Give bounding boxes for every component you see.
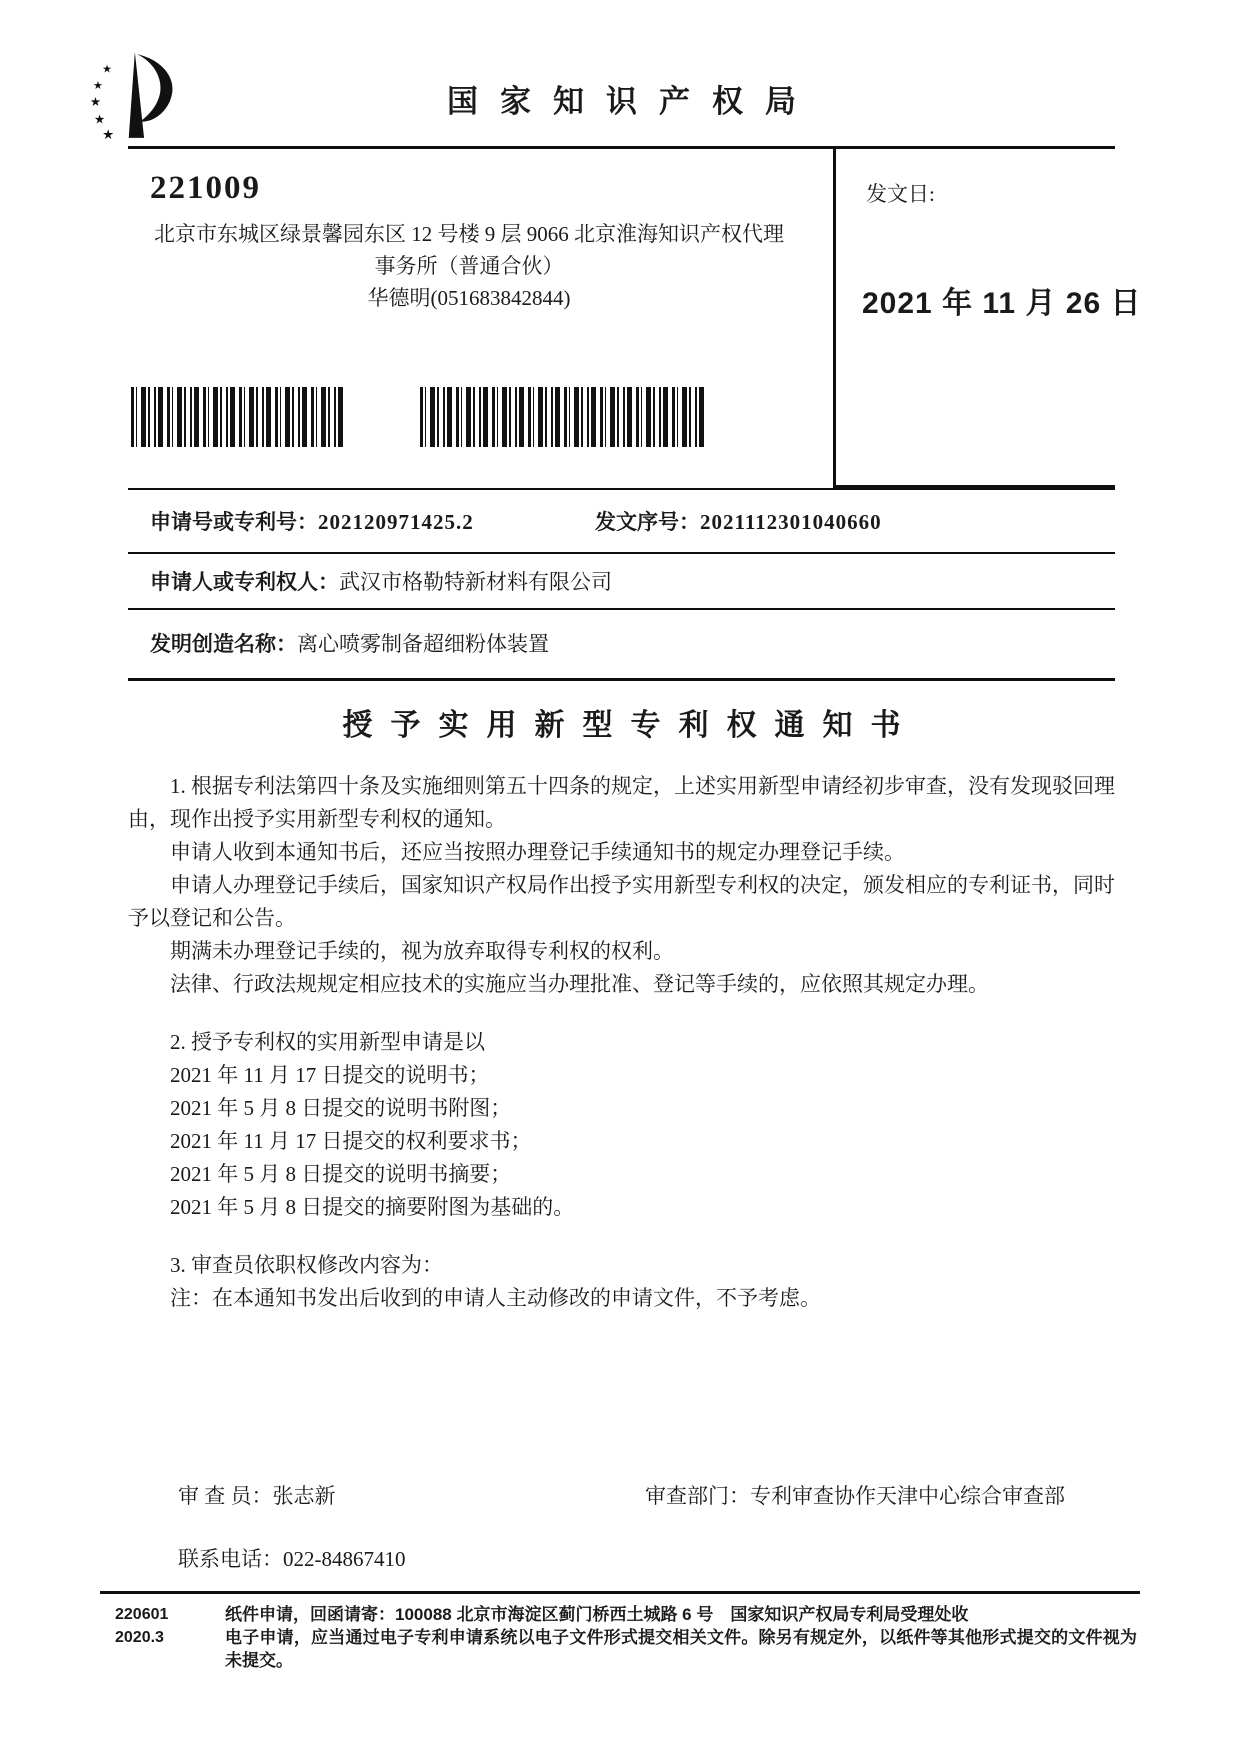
department-field bbox=[645, 1480, 1065, 1510]
row-divider bbox=[128, 608, 1115, 610]
phone-label: 联系电话： bbox=[178, 1547, 283, 1571]
recipient-postcode: 221009 bbox=[150, 170, 261, 206]
footer-version: 2020.3 bbox=[115, 1629, 164, 1646]
notice-paragraph: 2021 年 11 月 17 日提交的权利要求书； bbox=[170, 1129, 532, 1153]
notice-paragraph: 申请人收到本通知书后，还应当按照办理登记手续通知书的规定办理登记手续。 bbox=[170, 840, 905, 864]
section-gap bbox=[128, 1001, 1115, 1026]
notice-paragraph: 2. 授予专利权的实用新型申请是以 bbox=[170, 1030, 485, 1054]
svg-text:★: ★ bbox=[102, 63, 113, 76]
department-value: 专利审查协作天津中心综合审查部 bbox=[750, 1484, 1065, 1508]
row-divider bbox=[128, 552, 1115, 554]
notice-paragraph: 法律、行政法规规定相应技术的实施应当办理批准、登记等手续的，应依照其规定办理。 bbox=[170, 972, 989, 996]
dispatch-date: 2021 年 11 月 26 日 bbox=[862, 287, 1142, 320]
notice-paragraph: 期满未办理登记手续的，视为放弃取得专利权的权利。 bbox=[170, 939, 674, 963]
invention-name-field bbox=[150, 628, 549, 658]
notice-paragraph: 2021 年 5 月 8 日提交的摘要附图为基础的。 bbox=[170, 1195, 575, 1219]
svg-text:★: ★ bbox=[92, 79, 104, 92]
department-label: 审查部门： bbox=[645, 1484, 750, 1508]
dispatch-date-label: 发文日: bbox=[866, 182, 935, 206]
footer-note-paper: 纸件申请，回函请寄：100088 北京市海淀区蓟门桥西土城路 6 号 国家知识产权局专利局受理处收 bbox=[225, 1605, 969, 1624]
examiner-label: 审 查 员： bbox=[178, 1484, 273, 1508]
notice-paragraph: 3. 审查员依职权修改内容为： bbox=[170, 1253, 443, 1277]
notice-paragraph: 2021 年 11 月 17 日提交的说明书； bbox=[170, 1063, 490, 1087]
phone-field bbox=[178, 1543, 406, 1573]
svg-text:★: ★ bbox=[89, 95, 101, 110]
serial-number-field bbox=[595, 506, 882, 536]
footer-notes bbox=[225, 1603, 1137, 1672]
application-number-value: 202120971425.2 bbox=[318, 510, 474, 534]
application-number-label: 申请号或专利号： bbox=[150, 510, 318, 534]
recipient-address-line2: 事务所（普通合伙） bbox=[374, 254, 564, 278]
section-gap bbox=[128, 1224, 1115, 1249]
recipient-address-line1: 北京市东城区绿景馨园东区 12 号楼 9 层 9066 北京淮海知识产权代理 bbox=[154, 222, 784, 246]
barcode-right bbox=[420, 387, 704, 447]
examiner-name: 张志新 bbox=[272, 1484, 336, 1508]
notice-title: 授予实用新型专利权通知书 bbox=[342, 709, 919, 742]
footer-form-code: 220601 bbox=[115, 1606, 169, 1623]
examiner-field bbox=[178, 1480, 336, 1510]
row-divider bbox=[128, 678, 1115, 681]
notice-paragraph: 2021 年 5 月 8 日提交的说明书摘要； bbox=[170, 1162, 512, 1186]
applicant-field bbox=[150, 566, 612, 596]
footer-rule bbox=[100, 1591, 1140, 1594]
row-divider bbox=[128, 488, 1115, 490]
applicant-value: 武汉市格勒特新材料有限公司 bbox=[339, 570, 612, 594]
invention-name-value: 离心喷雾制备超细粉体装置 bbox=[297, 632, 549, 656]
svg-text:★: ★ bbox=[102, 126, 115, 142]
notice-paragraph: 2021 年 5 月 8 日提交的说明书附图； bbox=[170, 1096, 512, 1120]
agency-title: 国家知识产权局 bbox=[447, 84, 818, 119]
notice-paragraph: 1. 根据专利法第四十条及实施细则第五十四条的规定，上述实用新型申请经初步审查，没有发现驳回理由，现作出授予实用新型专利权的通知。 bbox=[128, 774, 1115, 831]
date-box-divider bbox=[833, 146, 836, 490]
serial-number-label: 发文序号： bbox=[595, 510, 700, 534]
notice-paragraph: 注：在本通知书发出后收到的申请人主动修改的申请文件，不予考虑。 bbox=[170, 1286, 821, 1310]
footer-note-electronic: 电子申请，应当通过电子专利申请系统以电子文件形式提交相关文件。除另有规定外，以纸件等其他形式提交的文件视为未提交。 bbox=[225, 1628, 1137, 1670]
header-rule bbox=[128, 146, 1115, 149]
applicant-label: 申请人或专利权人： bbox=[150, 570, 339, 594]
svg-text:★: ★ bbox=[93, 112, 105, 127]
footer-codes bbox=[115, 1603, 215, 1649]
notice-body bbox=[128, 770, 1115, 1315]
notice-paragraph: 申请人办理登记手续后，国家知识产权局作出授予实用新型专利权的决定，颁发相应的专利证书，同时予以登记和公告。 bbox=[128, 873, 1115, 930]
application-number-field bbox=[150, 506, 474, 536]
recipient-contact: 华德明(051683842844) bbox=[367, 286, 571, 310]
serial-number-value: 2021112301040660 bbox=[700, 510, 882, 534]
invention-name-label: 发明创造名称： bbox=[150, 632, 297, 656]
barcode-left bbox=[131, 387, 343, 447]
phone-value: 022-84867410 bbox=[283, 1547, 406, 1571]
